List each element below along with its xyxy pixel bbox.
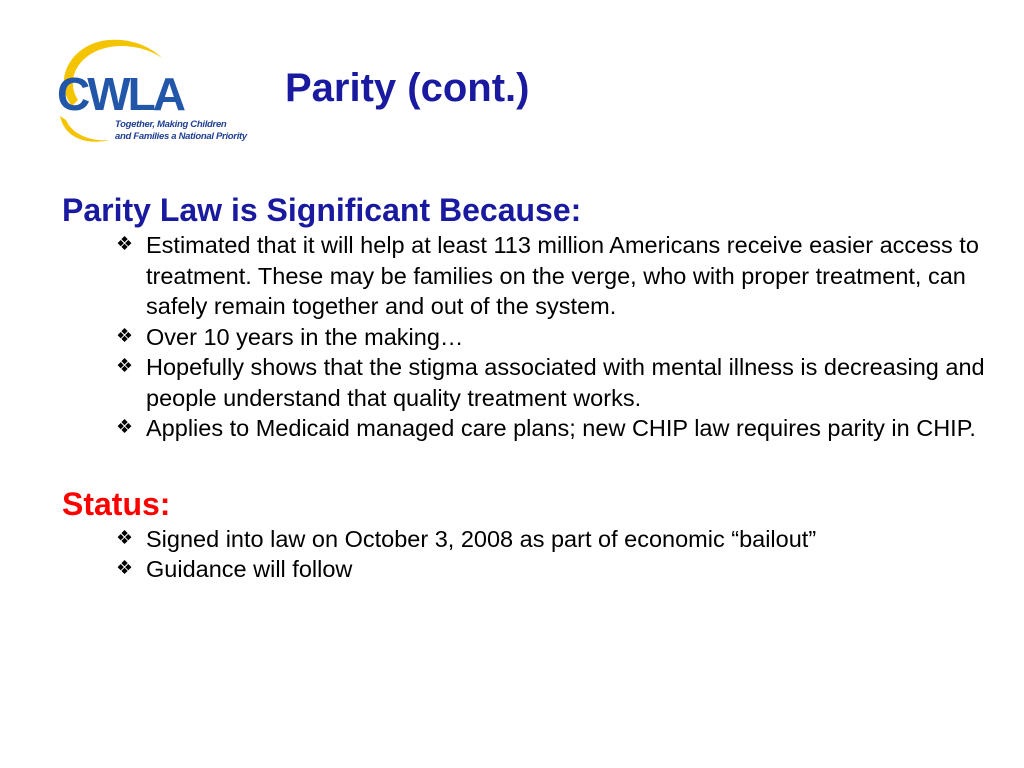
bullet-text: Applies to Medicaid managed care plans; new CHIP law requires parity in CHIP.: [146, 415, 976, 441]
logo-wordmark: CWLA: [57, 68, 183, 120]
logo-tagline: [115, 119, 247, 143]
logo-tagline-line2: and Families a National Priority: [115, 131, 247, 142]
diamond-bullet-icon: ❖: [116, 234, 134, 255]
diamond-bullet-icon: ❖: [116, 356, 134, 377]
list-item: [116, 352, 992, 413]
diamond-bullet-icon: ❖: [116, 558, 134, 579]
section-status: [62, 484, 992, 585]
logo-tagline-line1: Together, Making Children: [115, 119, 227, 130]
section-significance: [62, 190, 992, 444]
list-item: [116, 524, 992, 555]
bullet-text: Estimated that it will help at least 113 million Americans receive easier access to treatment. These may be families on the verge, who with proper treatment, can safely remain together and out of the system.: [146, 232, 979, 319]
cwla-logo: [50, 36, 247, 154]
bullet-text: Hopefully shows that the stigma associated with mental illness is decreasing and people understand that quality treatment works.: [146, 354, 985, 411]
bullet-text: Signed into law on October 3, 2008 as part of economic “bailout”: [146, 525, 817, 552]
slide-title: Parity (cont.): [285, 66, 530, 110]
list-item: [116, 230, 992, 322]
bullet-text: Over 10 years in the making…: [146, 323, 464, 350]
diamond-bullet-icon: ❖: [116, 417, 134, 438]
diamond-bullet-icon: ❖: [116, 325, 134, 347]
section-spacer: [62, 444, 992, 484]
list-item: [116, 322, 992, 353]
section-heading: Parity Law is Significant Because:: [62, 192, 582, 228]
list-item: [116, 554, 992, 585]
section-heading: Status:: [62, 485, 171, 522]
slide-content: [62, 190, 992, 585]
bullet-list: [62, 524, 992, 585]
bullet-list: [62, 230, 992, 444]
diamond-bullet-icon: ❖: [116, 527, 134, 549]
list-item: [116, 413, 992, 444]
bullet-text: Guidance will follow: [146, 556, 353, 582]
